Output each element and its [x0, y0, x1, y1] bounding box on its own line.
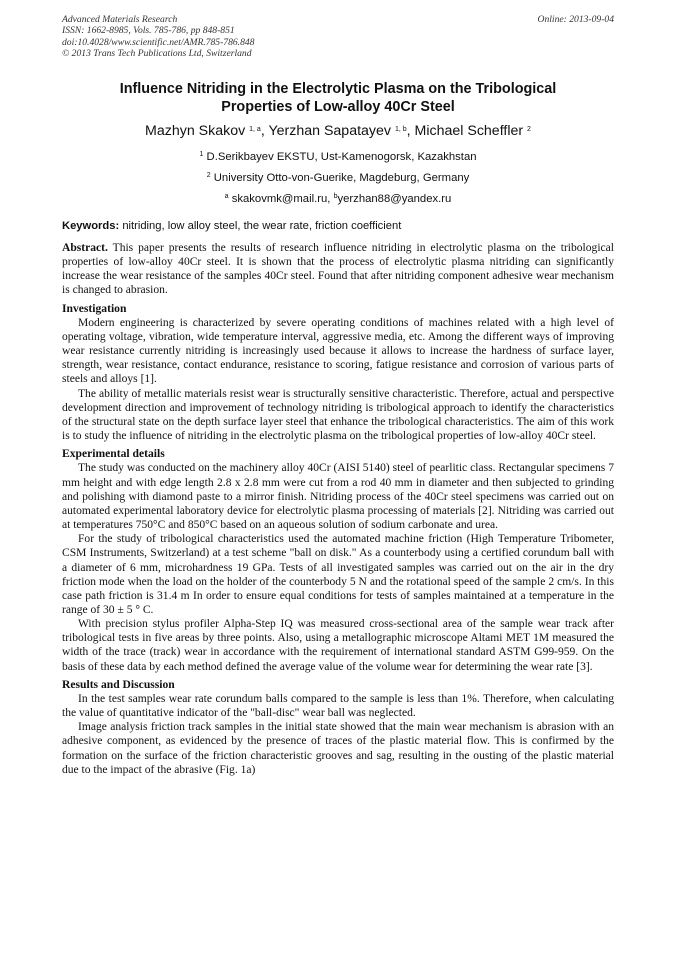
email-superscript: b — [333, 193, 338, 200]
abstract-text: This paper presents the results of research influence nitriding in electrolytic plasma on the tribological properties of low-alloy 40Cr steel. It is shown that the process of electrolytic plasma nitriding can significantly increase the wear resistance of the samples 40Cr steel. Found that after nitriding component adhesive wear mechanism is changed to abrasion. — [62, 242, 614, 297]
author-superscript: 1, b — [394, 126, 407, 133]
keywords-label: Keywords: — [62, 220, 120, 232]
section-heading: Results and Discussion — [62, 677, 175, 691]
journal-name: Advanced Materials Research — [62, 14, 178, 25]
journal-header — [62, 14, 614, 60]
title-line-1: Influence Nitriding in the Electrolytic Plasma on the Tribological — [119, 81, 557, 97]
journal-issn: ISSN: 1662-8985, Vols. 785-786, pp 848-851 — [62, 25, 235, 37]
section-heading: Investigation — [62, 301, 127, 315]
affiliation-text: D.Serikbayev EKSTU, Ust-Kamenogorsk, Kazakhstan — [206, 151, 477, 163]
affiliation — [62, 171, 614, 185]
journal-copyright: © 2013 Trans Tech Publications Ltd, Switzerland — [62, 48, 252, 60]
keywords-text: nitriding, low alloy steel, the wear rate, friction coefficient — [122, 220, 402, 232]
email-link[interactable]: skakovmk@mail.ru — [231, 193, 328, 205]
abstract — [62, 241, 614, 298]
affiliation-superscript: 2 — [206, 172, 211, 179]
online-date: Online: 2013-09-04 — [537, 14, 614, 25]
affiliation — [62, 150, 614, 164]
email-superscript: a — [224, 193, 229, 200]
abstract-label: Abstract. — [62, 242, 108, 254]
author-name: Michael Scheffler — [414, 123, 524, 139]
journal-doi: doi:10.4028/www.scientific.net/AMR.785-786.848 — [62, 36, 255, 48]
affiliation-superscript: 1 — [199, 151, 204, 158]
paragraph: Modern engineering is characterized by severe operating conditions of machines related with a high level of operating voltage, vibration, wide temperature interval, aggressive media, etc. Among the different ways of improving wear resistance currently nitriding is increasingly used because it allows to increase the hardness of surface layer, strength, wear resistance, contact endurance, resistance to scoring, fatigue resistance and corrosion of various parts of steels and alloys [1]. — [62, 316, 614, 386]
title-line-2: Properties of Low-alloy 40Cr Steel — [221, 99, 455, 115]
author-superscript: 1, a — [249, 126, 261, 133]
author-name: Yerzhan Sapatayev — [268, 123, 391, 139]
keywords — [62, 219, 614, 233]
author-list: Mazhyn Skakov $^{1, a}$, Yerzhan Sapatayev $^{1, b}$, Michael Scheffler $^2$ — [145, 123, 531, 139]
paragraph: The study was conducted on the machinery alloy 40Cr (AISI 5140) steel of pearlitic class. Rectangular specimens 7 mm height and with edge length 2.8 x 2.8 mm were cut from a rod 40 mm in diameter and then subjected to grinding and polishing with diamond paste to a mirror finish. Nitriding process of the 40Cr steel specimens was carried out on automated experimental laboratory device for electrolytic plasma processing of materials [2]. Nitriding was carried out at temperatures 750°C and 850°C based on an aqueous solution of sodium carbonate and urea. — [62, 462, 614, 532]
paper-title — [62, 80, 614, 116]
author-superscript: 2 — [527, 126, 531, 133]
author-name: Mazhyn Skakov — [145, 123, 246, 139]
email-line: $^a$ skakovmk@mail.ru, $^b$yerzhan88@yandex.ru — [224, 193, 452, 205]
paragraph: With precision stylus profiler Alpha-Step IQ was measured cross-sectional area of the sample wear track after tribological tests in five areas by three points. Also, using a metallographic microscope Altami MET 1M measured the width of the trace (track) wear in accordance with the requirement of international standard ASTM G99-959. On the basis of these data by each method defined the average value of the volume wear for determining the wear rate [3]. — [62, 618, 614, 673]
paragraph: For the study of tribological characteristics used the automated machine friction (High Temperature Tribometer, CSM Instruments, Switzerland) at a test scheme "ball on disk." As a counterbody using a certified corundum ball with a diameter of 6 mm, microhardness 19 GPa. Tests of all investigated samples was carried out on the air in the dry friction mode when the load on the holder of the counterbody 5 N and the rotational speed of the sample 2 cm/s. In this case path friction is 31.4 m In order to ensure equal conditions for tests of samples maintained at a temperature in the range of 30 ± 5 ° C. — [62, 533, 614, 616]
affiliation-text: University Otto-von-Guerike, Magdeburg, Germany — [213, 172, 470, 184]
paragraph: The ability of metallic materials resist wear is structurally sensitive characteristic. Therefore, actual and perspective development direction and improvement of technology nitriding is tribological approach to identify the characteristics of the structural state on the depth surface layer steel that enhance the tribological characteristics. The aim of this work is to study the influence of nitriding in the electrolytic plasma on the tribological properties of low-alloy 40Cr steel. — [62, 387, 614, 443]
paragraph: Image analysis friction track samples in the initial state showed that the main wear mechanism is abrasion with an adhesive component, as evidenced by the presence of traces of the plastic material flow. This is confirmed by the formation on the surface of the friction characteristic grooves and sag, resulting in the ousting of the plastic material due to the impact of the abrasive (Fig. 1a) — [62, 721, 614, 776]
paper-body — [62, 241, 614, 777]
email-link[interactable]: yerzhan88@yandex.ru — [337, 193, 452, 205]
section-heading: Experimental details — [62, 447, 165, 461]
paragraph: In the test samples wear rate corundum balls compared to the sample is less than 1%. Therefore, when calculating the value of quantitative indicator of the "ball-disc" wear ball was neglected. — [62, 692, 614, 720]
